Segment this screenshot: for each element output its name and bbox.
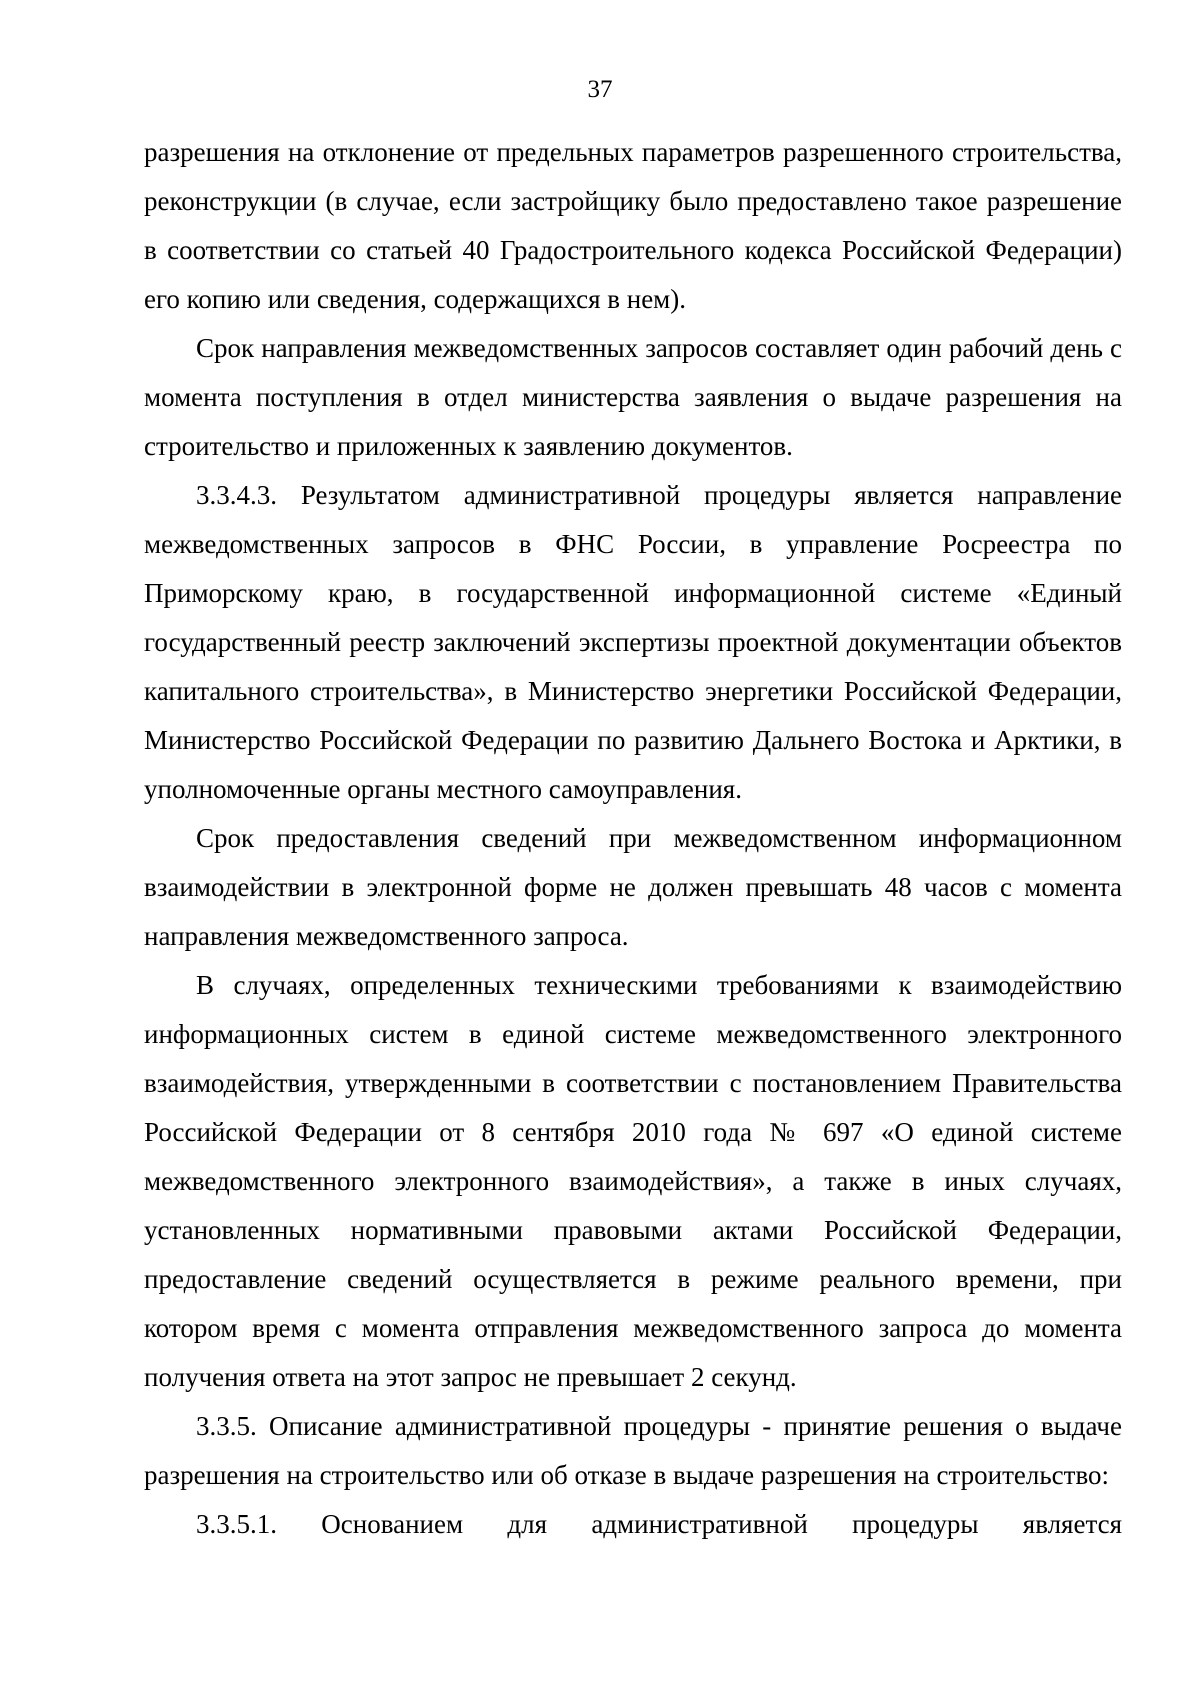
document-body [144,128,1122,1549]
page-number: 37 [587,76,613,103]
paragraph-continuation: разрешения на отклонение от предельных параметров разрешенного строительства, реконструкции (в случае, если застройщику было предоставлено такое разрешение в соответствии со статьей 40 Градостроительного кодекса Российской Федерации) его копию или сведения, содержащихся в нем). [144,137,1122,314]
paragraph-request-deadline: Срок направления межведомственных запросов составляет один рабочий день с момента поступления в отдел министерства заявления о выдаче разрешения на строительство и приложенных к заявлению документов. [144,333,1122,461]
paragraph-3-3-5: 3.3.5. Описание административной процедуры - принятие решения о выдаче разрешения на строительство или об отказе в выдаче разрешения на строительство: [144,1411,1122,1490]
paragraph-response-deadline: Срок предоставления сведений при межведомственном информационном взаимодействии в электронной форме не должен превышать 48 часов с момента направления межведомственного запроса. [144,823,1122,951]
paragraph-3-3-4-3: 3.3.4.3. Результатом административной процедуры является направление межведомственных запросов в ФНС России, в управление Росреестра по Приморскому краю, в государственной информационной системе «Единый государственный реестр заключений экспертизы проектной документации объектов капитального строительства», в Министерство энергетики Российской Федерации, Министерство Российской Федерации по развитию Дальнего Востока и Арктики, в уполномоченные органы местного самоуправления. [144,480,1122,804]
paragraph-3-3-5-1: 3.3.5.1. Основанием для административной процедуры является [196,1509,1122,1539]
paragraph-realtime-cases: В случаях, определенных техническими требованиями к взаимодействию информационных систем в единой системе межведомственного электронного взаимодействия, утвержденными в соответствии с постановлением Правительства Российской Федерации от 8 сентября 2010 года № 697 «О единой системе межведомственного электронного взаимодействия», а также в иных случаях, установленных нормативными правовыми актами Российской Федерации, предоставление сведений осуществляется в режиме реального времени, при котором время с момента отправления межведомственного запроса до момента получения ответа на этот запрос не превышает 2 секунд. [144,970,1122,1392]
